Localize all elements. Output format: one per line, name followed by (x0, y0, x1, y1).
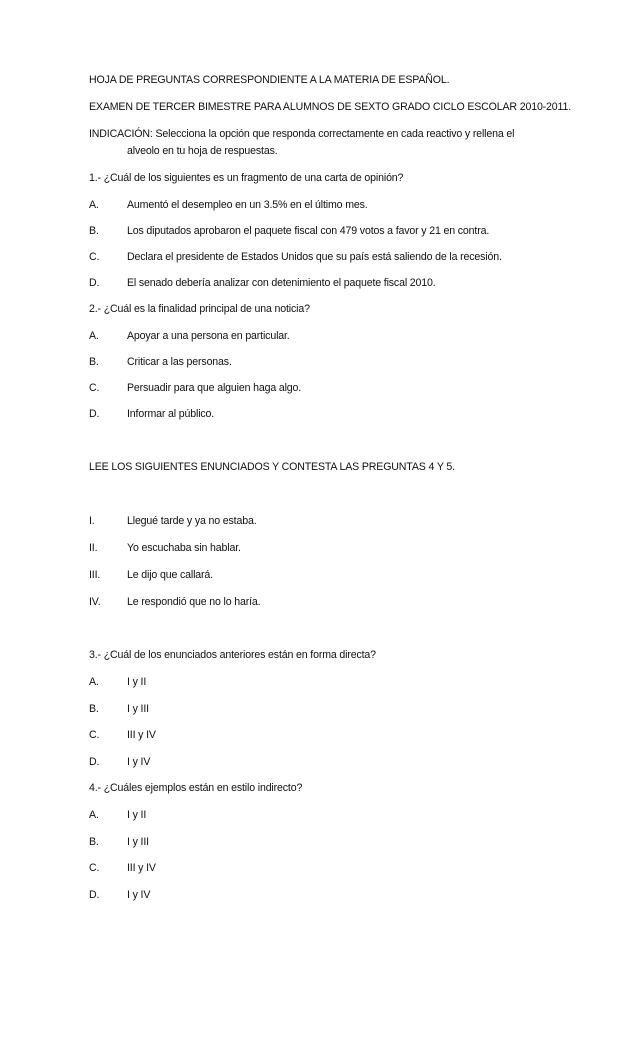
option-letter: B. (89, 356, 99, 368)
statement-numeral: II. (89, 542, 98, 554)
option-text: III y IV (127, 729, 156, 741)
option-letter: B. (89, 703, 99, 715)
option-text: I y III (127, 836, 149, 848)
option-letter: D. (89, 889, 100, 901)
option-letter: B. (89, 225, 99, 237)
option-text: Aumentó el desempleo en un 3.5% en el último mes. (127, 199, 368, 211)
option-letter: A. (89, 809, 99, 821)
instruction-line-2: alveolo en tu hoja de respuestas. (127, 145, 278, 157)
option-text: I y III (127, 703, 149, 715)
option-text: Los diputados aprobaron el paquete fiscal con 479 votos a favor y 21 en contra. (127, 225, 490, 237)
option-text: I y II (127, 809, 147, 821)
option-text: El senado debería analizar con detenimiento el paquete fiscal 2010. (127, 277, 436, 289)
option-text: Persuadir para que alguien haga algo. (127, 382, 302, 394)
option-letter: B. (89, 836, 99, 848)
option-letter: D. (89, 756, 100, 768)
option-letter: C. (89, 251, 100, 263)
option-text: Apoyar a una persona en particular. (127, 330, 290, 342)
read-instruction: LEE LOS SIGUIENTES ENUNCIADOS Y CONTESTA LAS PREGUNTAS 4 Y 5. (89, 461, 455, 473)
statement-numeral: I. (89, 515, 95, 527)
option-letter: C. (89, 729, 100, 741)
option-letter: D. (89, 408, 100, 420)
option-letter: A. (89, 676, 99, 688)
option-letter: C. (89, 862, 100, 874)
option-text: I y IV (127, 889, 151, 901)
statement-text: Le respondió que no lo haría. (127, 596, 261, 608)
option-letter: D. (89, 277, 100, 289)
option-text: I y IV (127, 756, 151, 768)
option-text: I y II (127, 676, 147, 688)
exam-subtitle: EXAMEN DE TERCER BIMESTRE PARA ALUMNOS DE SEXTO GRADO CICLO ESCOLAR 2010-2011. (89, 101, 572, 113)
statement-text: Yo escuchaba sin hablar. (127, 542, 241, 554)
statement-numeral: IV. (89, 596, 101, 608)
document-title: HOJA DE PREGUNTAS CORRESPONDIENTE A LA MATERIA DE ESPAÑOL. (89, 74, 450, 86)
statement-text: Llegué tarde y ya no estaba. (127, 515, 257, 527)
question-4-prompt: 4.- ¿Cuáles ejemplos están en estilo indirecto? (89, 782, 303, 794)
option-text: III y IV (127, 862, 156, 874)
question-1-prompt: 1.- ¿Cuál de los siguientes es un fragmento de una carta de opinión? (89, 172, 404, 184)
option-text: Informar al público. (127, 408, 215, 420)
option-text: Declara el presidente de Estados Unidos que su país está saliendo de la recesión. (127, 251, 502, 263)
option-letter: A. (89, 199, 99, 211)
option-letter: C. (89, 382, 100, 394)
statement-numeral: III. (89, 569, 101, 581)
instruction-line-1: INDICACIÓN: Selecciona la opción que responda correctamente en cada reactivo y rellena el (89, 128, 515, 140)
option-letter: A. (89, 330, 99, 342)
question-2-prompt: 2.- ¿Cuál es la finalidad principal de una noticia? (89, 303, 310, 315)
option-text: Criticar a las personas. (127, 356, 232, 368)
question-3-prompt: 3.- ¿Cuál de los enunciados anteriores están en forma directa? (89, 649, 376, 661)
statement-text: Le dijo que callará. (127, 569, 213, 581)
